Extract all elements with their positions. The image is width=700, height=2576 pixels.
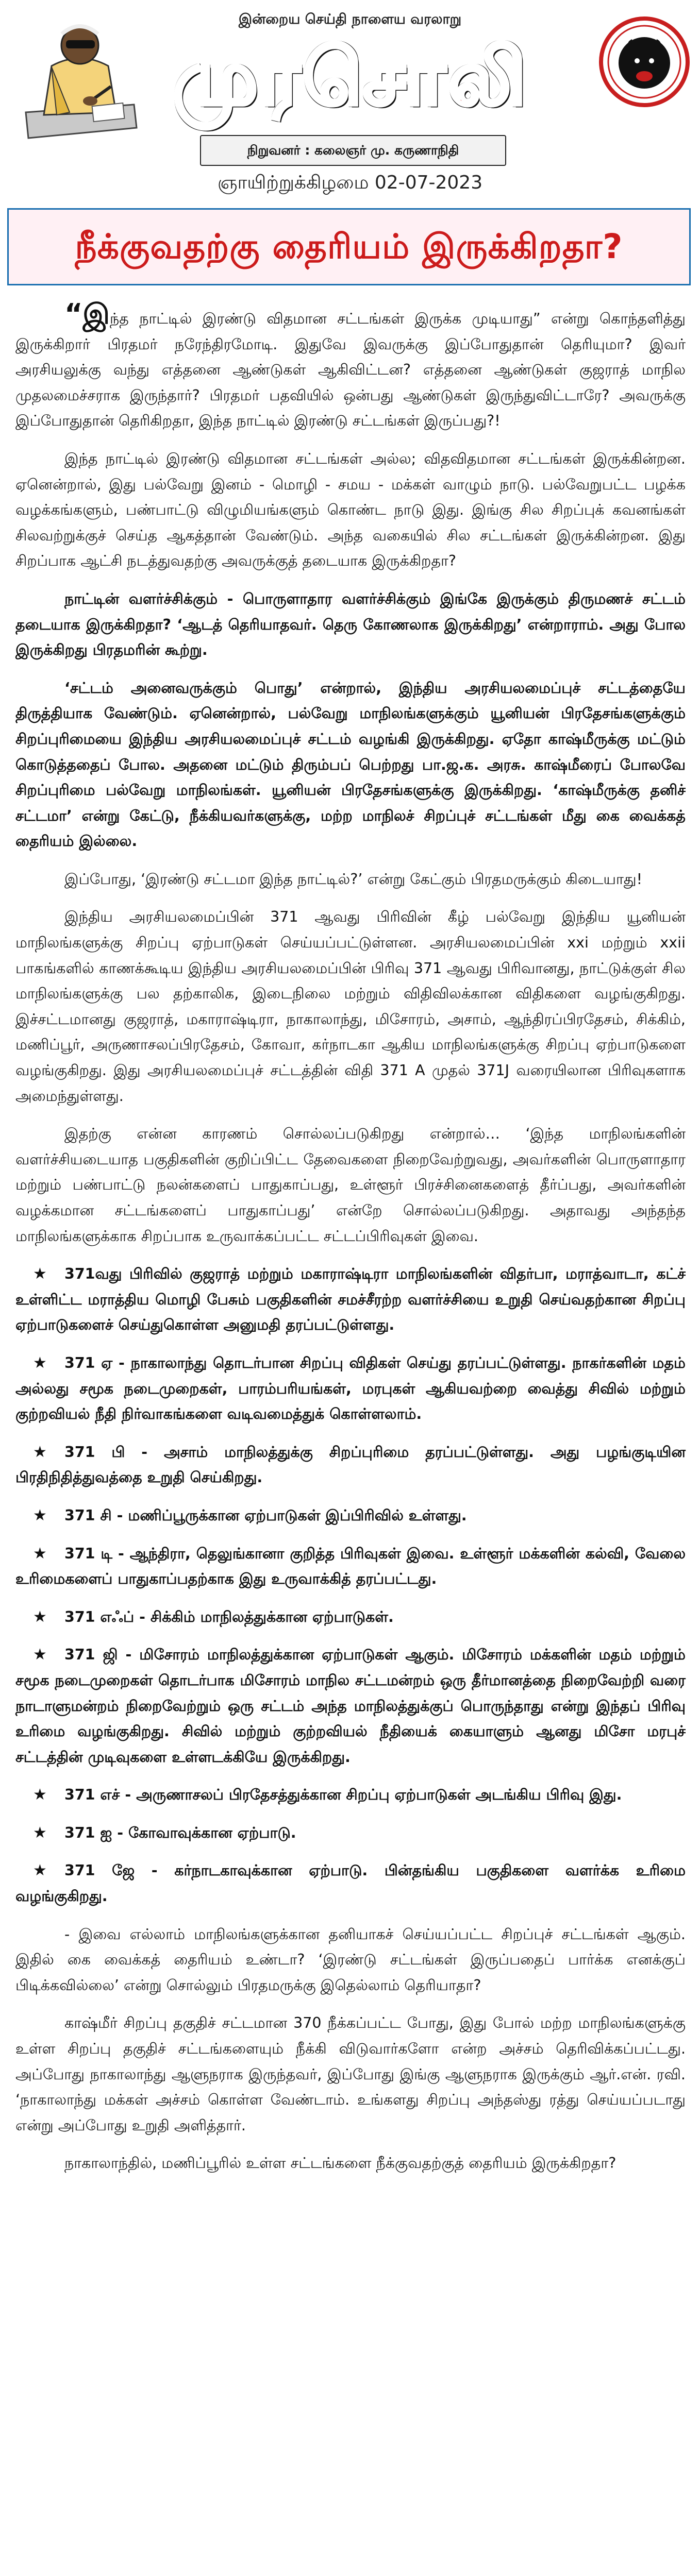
article-paragraph: இதற்கு என்ன காரணம் சொல்லப்படுகிறது என்றால்… ‘இந்த மாநிலங்களின் வளர்ச்சியடையாத பகுதிகளின் குறிப்பிட்ட தேவைகளை நிறைவேற்றுவது, அவர்களின் பொருளாதார மற்றும் பண்பாட்டு நலன்களைப் பாதுகாப்பது, உள்ளூர் பிரச்சினைகளைத் தீர்ப்பது, அவர்களின் வழக்கமான சட்டங்களைப் பாதுகாப்பது’ என்றே சொல்லப்படுகிறது. அதாவது அந்தந்த மாநிலங்களுக்காக சிறப்பாக உருவாக்கப்பட்ட சட்டப்பிரிவுகள் இவை. — [15, 1125, 686, 1245]
star-icon: ★ — [33, 1607, 47, 1626]
list-item — [15, 1858, 686, 1909]
list-item-text: 371 டி - ஆந்திரா, தெலுங்கானா குறித்த பிரிவுகள் இவை. உள்ளூர் மக்களின் கல்வி, வேலை உரிமைகளைப் பாதுகாப்பதற்காக இது உருவாக்கித் தரப்பட்டது. — [15, 1545, 686, 1588]
star-icon: ★ — [33, 1506, 47, 1524]
masthead — [0, 0, 700, 206]
list-item — [15, 1261, 686, 1338]
list-item — [15, 1642, 686, 1770]
article-paragraph: காஷ்மீர் சிறப்பு தகுதிச் சட்டமான 370 நீக்கப்பட்ட போது, இது போல் மற்ற மாநிலங்களுக்கு உள்ள சிறப்பு தகுதிச் சட்டங்களையும் நீக்கி விடுவார்களோ என்ற அச்சம் தெரிவிக்கப்பட்டது. அப்போது நாகாலாந்து ஆளுநராக இருந்தவர், இப்போது இங்கு ஆளுநராக இருக்கும் ஆர்.என். ரவி. ‘நாகாலாந்து மக்கள் அச்சம் கொள்ள வேண்டாம். உங்களது சிறப்பு அந்தஸ்து ரத்து செய்யப்படாது என்று அப்போது உறுதி அளித்தார். — [15, 2014, 686, 2134]
article-paragraph: - இவை எல்லாம் மாநிலங்களுக்கான தனியாகச் செய்யப்பட்ட சிறப்புச் சட்டங்கள் ஆகும். இதில் கை வைக்கத் தைரியம் உண்டா? ‘இரண்டு சட்டங்கள் இருப்பதைப் பார்க்க எனக்குப் பிடிக்கவில்லை’ என்று சொல்லும் பிரதமருக்கு இதெல்லாம் தெரியாதா? — [15, 1925, 686, 1994]
article-paragraph: நாகாலாந்தில், மணிப்பூரில் உள்ள சட்டங்களை நீக்குவதற்குத் தைரியம் இருக்கிறதா? — [64, 2155, 616, 2172]
list-item-text: 371 எச் - அருணாசலப் பிரதேசத்துக்கான சிறப்பு ஏற்பாடுகள் அடங்கிய பிரிவு இது. — [64, 1786, 622, 1804]
list-item-text: 371 சி - மணிப்பூருக்கான ஏற்பாடுகள் இப்பிரிவில் உள்ளது. — [64, 1506, 467, 1524]
article-paragraph: நாட்டின் வளர்ச்சிக்கும் - பொருளாதார வளர்ச்சிக்கும் இங்கே இருக்கும் திருமணச் சட்டம் தடையாக இருக்கிறதா? ‘ஆடத் தெரியாதவர். தெரு கோணலாக இருக்கிறது’ என்றாராம். அது போல இருக்கிறது பிரதமரின் கூற்று. — [15, 590, 686, 659]
list-item — [15, 1503, 686, 1529]
publication-date: ஞாயிற்றுக்கிழமை 02-07-2023 — [217, 172, 483, 193]
list-item-text: 371 எஃப் - சிக்கிம் மாநிலத்துக்கான ஏற்பாடுகள். — [64, 1608, 394, 1625]
star-icon: ★ — [33, 1861, 47, 1880]
list-item-text: 371 ஜே - கர்நாடகாவுக்கான ஏற்பாடு. பின்தங்கிய பகுதிகளை வளர்க்க உரிமை வழங்குகிறது. — [15, 1862, 686, 1905]
list-item-text: 371 ஏ - நாகாலாந்து தொடர்பான சிறப்பு விதிகள் செய்து தரப்பட்டுள்ளது. நாகர்களின் மதம் அல்லது சமூக நடைமுறைகள், பாரம்பரியங்கள், மரபுகள் ஆகியவற்றை வைத்து சிவில் மற்றும் குற்றவியல் நீதி நிர்வாகங்களை வடிவமைத்துக் கொள்ளலாம். — [15, 1354, 686, 1423]
star-icon: ★ — [33, 1786, 47, 1804]
list-item-text: 371 ஐ - கோவாவுக்கான ஏற்பாடு. — [64, 1824, 296, 1841]
list-item — [15, 1782, 686, 1808]
list-item-text: 371வது பிரிவில் குஜராத் மற்றும் மகாராஷ்டிரா மாநிலங்களின் விதர்பா, மராத்வாடா, கட்ச் உள்ளிட்ட மராத்திய மொழி பேசும் பகுதிகளின் சமச்சீரற்ற வளர்ச்சியை உறுதி செய்வதற்கான சிறப்பு ஏற்பாடுகளைச் செய்துகொள்ள அனுமதி தரப்பட்டுள்ளது. — [15, 1265, 686, 1334]
list-item — [15, 1604, 686, 1630]
article-paragraph: இந்திய அரசியலமைப்பின் 371 ஆவது பிரிவின் கீழ் பல்வேறு இந்திய யூனியன் மாநிலங்களுக்கு சிறப்பு ஏற்பாடுகள் செய்யப்பட்டுள்ளன. அரசியலமைப்பின் xxi மற்றும் xxii பாகங்களில் காணக்கூடிய இந்திய அரசியலமைப்பின் பிரிவு 371 ஆவது பிரிவானது, நாட்டுக்குள் சில மாநிலங்களுக்கு பல தற்காலிக, இடைநிலை மற்றும் விதிவிலக்கான விதிகளை வழங்குகிறது. இச்சட்டமானது குஜராத், மகாராஷ்டிரா, நாகாலாந்து, மிசோரம், அசாம், ஆந்திரப்பிரதேசம், சிக்கிம், மணிப்பூர், அருணாசலப்பிரதேசம், கோவா, கர்நாடகா ஆகிய மாநிலங்களுக்கு சிறப்பு ஏற்பாடுகளை வழங்குகிறது. இது அரசியலமைப்புச் சட்டத்தின் விதி 371 A முதல் 371J வரையிலான பிரிவுகளாக அமைந்துள்ளது. — [15, 908, 686, 1105]
article-paragraph: ‘சட்டம் அனைவருக்கும் பொது’ என்றால், இந்திய அரசியலமைப்புச் சட்டத்தையே திருத்தியாக வேண்டும். ஏனென்றால், பல்வேறு மாநிலங்களுக்கும் யூனியன் பிரதேசங்களுக்கும் சிறப்புரிமையை இந்திய அரசியலமைப்புச் சட்டம் வழங்கி இருக்கிறது. ஏதோ காஷ்மீருக்கு மட்டும் கொடுத்ததைப் போல. அதனை மட்டும் திரும்பப் பெற்றது பா.ஜ.க. அரசு. காஷ்மீரைப் போலவே சிறப்புரிமை பல்வேறு மாநிலங்கள். யூனியன் பிரதேசங்களுக்கு இருக்கிறது. ‘காஷ்மீருக்கு தனிச் சட்டமா’ என்று கேட்டு, நீக்கியவர்களுக்கு, மற்ற மாநிலச் சிறப்புச் சட்டங்கள் மீது கை வைக்கத் தைரியம் இல்லை. — [15, 679, 686, 850]
star-icon: ★ — [33, 1544, 47, 1563]
star-icon: ★ — [33, 1353, 47, 1372]
list-item-text: 371 ஜி - மிசோரம் மாநிலத்துக்கான ஏற்பாடுகள் ஆகும். மிசோரம் மக்களின் மதம் மற்றும் சமூக நடைமுறைகள் தொடர்பாக மிசோரம் மாநில சட்டமன்றம் ஒரு தீர்மானத்தை நிறைவேற்றி வரை நாடாளுமன்றம் நிறைவேற்றும் ஒரு சட்டம் அந்த மாநிலத்துக்குப் பொருந்தாது என்று இந்தப் பிரிவு உரிமை வழங்குகிறது. சிவில் மற்றும் குற்றவியல் நீதியைக் கையாளும் ஆனது மிசோ மரபுச் சட்டத்தின் முடிவுகளை உள்ளடக்கியே இருக்கிறது. — [15, 1646, 686, 1766]
logo-text: முரசொலி — [172, 33, 529, 123]
list-item — [15, 1541, 686, 1592]
article-paragraph: இப்போது, ‘இரண்டு சட்டமா இந்த நாட்டில்?’ என்று கேட்கும் பிரதமருக்கும் கிடையாது! — [64, 870, 643, 888]
article-paragraph: “இந்த நாட்டில் இரண்டு விதமான சட்டங்கள் இருக்க முடியாது” என்று கொந்தளித்து இருக்கிறார் பிரதமர் நரேந்திரமோடி. இதுவே இவருக்கு இப்போதுதான் தெரியுமா? இவர் அரசியலுக்கு வந்து எத்தனை ஆண்டுகள் ஆகிவிட்டன? எத்தனை ஆண்டுகள் குஜராத் மாநில முதலமைச்சராக இருந்தார்? பிரதமர் பதவியில் ஒன்பது ஆண்டுகள் இருந்துவிட்டாரே? அவருக்கு இப்போதுதான் தெரிகிறதா, இந்த நாட்டில் இரண்டு சட்டங்கள் இருப்பது?! — [15, 298, 686, 430]
portrait-illustration — [21, 9, 139, 148]
list-item-text: 371 பி - அசாம் மாநிலத்துக்கு சிறப்புரிமை தரப்பட்டுள்ளது. அது பழங்குடியின பிரதிநிதித்துவத்தை உறுதி செய்கிறது. — [15, 1443, 686, 1486]
founder-line: நிறுவனர் : கலைஞர் மு. கருணாநிதி — [200, 135, 506, 166]
star-icon: ★ — [33, 1646, 47, 1664]
list-item — [15, 1439, 686, 1490]
list-item — [15, 1350, 686, 1427]
article-body — [15, 298, 686, 2189]
headline: நீக்குவதற்கு தைரியம் இருக்கிறதா? — [7, 208, 691, 285]
list-item — [15, 1820, 686, 1846]
tagline: இன்றைய செய்தி நாளைய வரலாறு — [238, 11, 462, 27]
article-paragraph: இந்த நாட்டில் இரண்டு விதமான சட்டங்கள் அல்ல; விதவிதமான சட்டங்கள் இருக்கின்றன. ஏனென்றால், இது பல்வேறு இனம் - மொழி - சமய - மக்கள் வாழும் நாடு. பல்வேறுபட்ட பழக்க வழக்கங்களும், பண்பாட்டு விழுமியங்களும் கொண்ட நாடு இது. இங்கு சில சிறப்புக் கவனங்கள் சிலவற்றுக்குச் செய்த ஆகத்தான் வேண்டும். அந்த வகையில் சில சட்டங்கள் இருக்கின்றன. இது சிறப்பாக ஆட்சி நடத்துவதற்கு அவருக்குத் தடையாக இருக்கிறதா? — [15, 450, 686, 570]
star-icon: ★ — [33, 1443, 47, 1461]
star-icon: ★ — [33, 1265, 47, 1283]
masthead-logo — [155, 29, 546, 127]
star-icon: ★ — [33, 1823, 47, 1842]
bull-emblem-icon — [598, 15, 691, 108]
